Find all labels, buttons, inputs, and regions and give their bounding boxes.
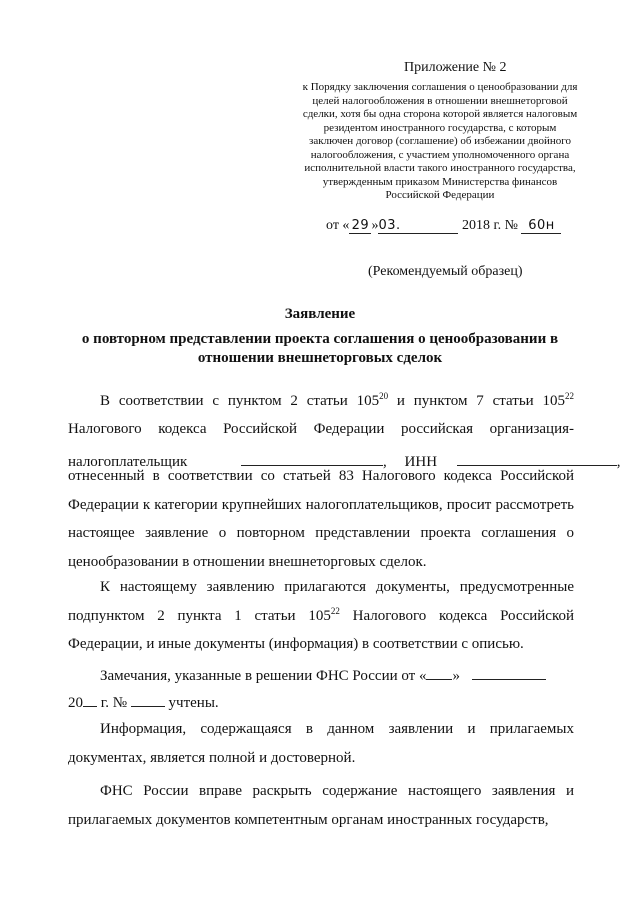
- p3-text-a: Замечания, указанные в решении ФНС России от «: [100, 668, 427, 684]
- p2-text-a: К настоящему заявлению прилагаются документы, предусмотренные подпунктом 2 пункта 1 статьи 105: [68, 579, 574, 624]
- decision-year-field[interactable]: [83, 691, 97, 707]
- date-prefix: от «: [326, 218, 350, 233]
- paragraph-5: ФНС России вправе раскрыть содержание настоящего заявления и прилагаемых документов компетентным органам иностранных государств,: [68, 783, 574, 828]
- decision-day-field[interactable]: [426, 664, 452, 680]
- document-subtitle: отношении внешнеторговых сделок: [197, 350, 443, 366]
- order-reference-line: целей налогообложения в отношении внешнеторговой: [312, 94, 568, 107]
- order-number-field: [521, 218, 561, 234]
- number-label: г. №: [100, 695, 128, 711]
- decision-month-field[interactable]: [472, 664, 546, 680]
- date-month: 03.: [378, 218, 401, 233]
- taxpayer-label: налогоплательщик: [68, 454, 188, 470]
- p3-text-b: »: [452, 668, 460, 684]
- date-close: »: [371, 218, 379, 233]
- document-subtitle: о повторном представлении проекта соглашения о ценообразовании в: [81, 331, 559, 347]
- comma: ,: [383, 454, 387, 470]
- appendix-label: Приложение № 2: [404, 60, 507, 75]
- order-reference-line: утвержденным приказом Министерства финансов: [322, 175, 558, 188]
- order-reference-line: сделки, хотя бы одна сторона которой является налоговым: [302, 108, 578, 120]
- date-month-field: [378, 218, 458, 234]
- p1-text-a: В соответствии с пунктом 2 статьи 105: [100, 393, 380, 409]
- year-prefix: 20: [68, 695, 83, 711]
- paragraph-1-line-1: [68, 393, 574, 410]
- paragraph-1-line-2: Налогового кодекса Российской Федерации российская организация-: [68, 421, 574, 437]
- order-reference-line: Российской Федерации: [385, 189, 495, 201]
- order-reference-line: исполнительной власти такого иностранного государства,: [304, 162, 576, 174]
- order-reference-line: к Порядку заключения соглашения о ценообразовании для: [302, 81, 578, 93]
- comma: ,: [616, 454, 621, 470]
- date-year: 2018 г. №: [461, 218, 518, 233]
- paragraph-4: Информация, содержащаяся в данном заявлении и прилагаемых документах, является полной и достоверной.: [68, 721, 574, 766]
- sample-note: (Рекомендуемый образец): [368, 264, 523, 279]
- p1-text-b: и пунктом 7 статьи 105: [388, 393, 566, 409]
- paragraph-3-line-1: [68, 664, 606, 685]
- p3-ending: учтены.: [164, 695, 219, 711]
- date-day: 29: [351, 218, 370, 233]
- order-reference-line: заключен договор (соглашение) об избежании двойного: [309, 135, 571, 147]
- order-number: 60н: [528, 218, 555, 233]
- order-reference: [300, 81, 580, 203]
- document-title: Заявление: [284, 306, 356, 322]
- order-date-line: [326, 218, 561, 234]
- p2-text-b: Налогового кодекса Российской Федерации, и иные документы (информация) в соответствии с описью.: [68, 607, 574, 652]
- order-reference-line: резидентом иностранного государства, с которым: [323, 121, 557, 134]
- paragraph-1-rest: отнесенный в соответствии со статьей 83 Налогового кодекса Российской Федерации к категории крупнейших налогоплательщиков, просит рассмотреть настоящее заявление о повторном представлении проекта соглашения о ценообразовании в отношении внешнеторговых сделок.: [68, 468, 574, 570]
- paragraph-3-line-2: [68, 691, 574, 712]
- p1-sup-1: 20: [379, 391, 389, 401]
- p1-sup-2: 22: [565, 391, 575, 401]
- inn-label: ИНН: [404, 454, 438, 470]
- order-reference-line: налогообложения, с участием уполномоченного органа: [310, 148, 570, 161]
- p2-sup: 22: [330, 605, 340, 616]
- decision-number-field[interactable]: [131, 691, 165, 707]
- date-day-field: [349, 218, 371, 234]
- paragraph-2: [68, 573, 574, 659]
